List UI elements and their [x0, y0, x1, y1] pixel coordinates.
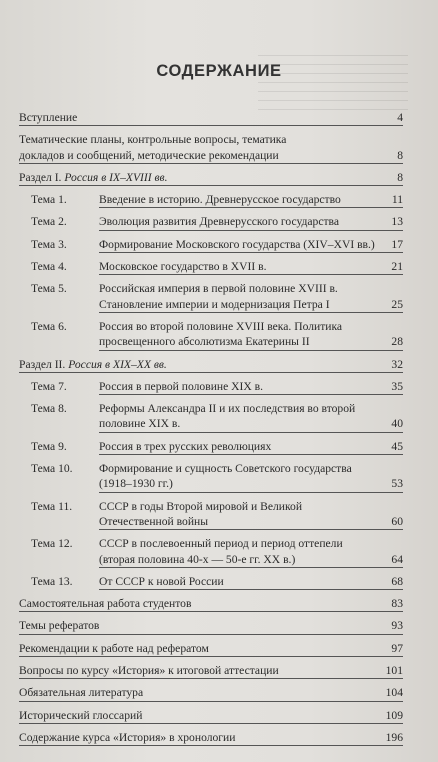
page-number: 11 — [391, 193, 403, 207]
toc-section-entry — [19, 641, 403, 657]
page-number: 4 — [397, 111, 403, 124]
page-number: 60 — [391, 514, 403, 528]
entry-title — [99, 259, 403, 275]
entry-line: половине XIX в. — [99, 417, 181, 431]
entry-line: Исторический глоссарий — [19, 708, 143, 722]
entry-line: Темы рефератов — [19, 619, 100, 633]
topic-number: Тема 4. — [31, 260, 67, 274]
toc-topic-entry — [19, 214, 403, 230]
entry-title — [19, 618, 403, 634]
page-number: 53 — [391, 477, 403, 491]
entry-title — [19, 641, 403, 657]
toc-topic-entry — [19, 319, 403, 351]
entry-title — [99, 379, 403, 395]
toc-topic-entry — [19, 237, 403, 253]
entry-line: Самостоятельная работа студентов — [19, 597, 192, 611]
page-number: 28 — [391, 335, 403, 349]
toc-section-entry — [19, 663, 403, 679]
entry-title — [19, 110, 403, 126]
section-prefix: Раздел I. — [19, 170, 65, 184]
entry-line: Содержание курса «История» в хронологии — [19, 730, 236, 744]
page-number: 101 — [385, 664, 403, 678]
entry-line: Эволюция развития Древнерусского государства — [99, 215, 340, 229]
entry-title — [99, 237, 403, 253]
entry-title — [99, 401, 403, 433]
toc-topic-entry — [19, 499, 403, 531]
topic-number: Тема 1. — [31, 193, 67, 207]
toc-topic-entry — [19, 461, 403, 493]
entry-line: просвещенного абсолютизма Екатерины II — [99, 335, 310, 349]
entry-title — [99, 439, 403, 455]
entry-line: Московское государство в XVII в. — [99, 260, 267, 274]
page-number: 8 — [397, 170, 403, 184]
entry-title — [99, 192, 403, 208]
entry-line: Формирование Московского государства (XIV–XVI вв.) — [99, 237, 375, 251]
entry-title — [19, 685, 403, 701]
page-number: 8 — [397, 148, 403, 162]
page-number: 83 — [391, 597, 403, 611]
page-title: СОДЕРЖАНИЕ — [156, 62, 282, 80]
entry-title — [99, 214, 403, 230]
page-number: 97 — [391, 641, 403, 655]
entry-line: докладов и сообщений, методические рекомендации — [19, 148, 279, 162]
entry-line: Обязательная литература — [19, 686, 144, 700]
entry-title — [99, 461, 403, 493]
topic-number: Тема 9. — [31, 439, 67, 453]
topic-number: Тема 5. — [31, 282, 67, 296]
toc-section-entry — [19, 132, 403, 164]
entry-line: Россия в трех русских революциях — [99, 439, 272, 453]
toc-topic-entry — [19, 439, 403, 455]
topic-number: Тема 7. — [31, 379, 67, 393]
entry-title — [19, 132, 403, 164]
section-title: Россия в XIX–XX вв. — [68, 357, 167, 371]
entry-line: Россия в первой половине XIX в. — [99, 379, 264, 393]
entry-title — [99, 536, 403, 568]
entry-line: (вторая половина 40-х — 50-е гг. XX в.) — [99, 552, 296, 566]
page-number: 35 — [391, 379, 403, 393]
page-number: 93 — [391, 619, 403, 633]
page-number: 45 — [391, 439, 403, 453]
section-prefix: Раздел II. — [19, 357, 69, 371]
entry-title — [99, 319, 403, 351]
entry-title — [19, 708, 403, 724]
entry-line: Реформы Александра II и их последствия во второй — [99, 402, 356, 416]
entry-title — [19, 663, 403, 679]
toc-topic-entry — [19, 281, 403, 313]
page-number: 196 — [385, 730, 403, 744]
toc-section-entry — [19, 170, 403, 186]
entry-line: Введение в историю. Древнерусское государство — [99, 193, 341, 207]
entry-line: Тематические планы, контрольные вопросы, тематика — [19, 133, 287, 147]
toc-section-entry — [19, 685, 403, 701]
page-number: 25 — [391, 297, 403, 311]
section-title: Россия в IX–XVIII вв. — [64, 170, 168, 184]
toc-section-entry — [19, 730, 403, 746]
toc-topic-entry — [19, 536, 403, 568]
toc-section-entry — [19, 110, 403, 126]
page-number: 64 — [391, 552, 403, 566]
topic-number: Тема 3. — [31, 237, 67, 251]
entry-title — [19, 170, 403, 186]
table-of-contents — [19, 110, 403, 752]
topic-number: Тема 13. — [31, 574, 73, 588]
entry-line: Вступление — [19, 111, 78, 124]
page-number: 13 — [391, 215, 403, 229]
topic-number: Тема 6. — [31, 319, 67, 333]
toc-topic-entry — [19, 259, 403, 275]
toc-topic-entry — [19, 192, 403, 208]
page-number: 21 — [391, 260, 403, 274]
topic-number: Тема 2. — [31, 215, 67, 229]
toc-section-entry — [19, 618, 403, 634]
entry-title — [19, 357, 403, 373]
topic-number: Тема 10. — [31, 462, 73, 476]
toc-section-entry — [19, 596, 403, 612]
page-number: 68 — [391, 574, 403, 588]
page-number: 104 — [385, 686, 403, 700]
entry-line: Рекомендации к работе над рефератом — [19, 641, 209, 655]
entry-line: Вопросы по курсу «История» к итоговой аттестации — [19, 664, 279, 678]
entry-line: (1918–1930 гг.) — [99, 477, 173, 491]
page-number: 17 — [391, 237, 403, 251]
entry-line: СССР в послевоенный период и период оттепели — [99, 537, 343, 551]
page-number: 109 — [385, 708, 403, 722]
entry-title — [99, 574, 403, 590]
toc-section-entry — [19, 357, 403, 373]
toc-section-entry — [19, 708, 403, 724]
entry-line: Отечественной войны — [99, 514, 209, 528]
page-number: 40 — [391, 417, 403, 431]
topic-number: Тема 11. — [31, 499, 73, 513]
entry-title — [19, 596, 403, 612]
toc-topic-entry — [19, 574, 403, 590]
page-number: 32 — [391, 357, 403, 371]
entry-line: СССР в годы Второй мировой и Великой — [99, 499, 303, 513]
topic-number: Тема 8. — [31, 402, 67, 416]
entry-line: От СССР к новой России — [99, 574, 224, 588]
entry-title — [99, 499, 403, 531]
entry-line: Российская империя в первой половине XVIII в. — [99, 282, 338, 296]
entry-title — [19, 730, 403, 746]
entry-line: Россия во второй половине XVIII века. Политика — [99, 319, 343, 333]
topic-number: Тема 12. — [31, 537, 73, 551]
entry-line: Формирование и сущность Советского государства — [99, 462, 352, 476]
toc-topic-entry — [19, 401, 403, 433]
entry-title — [99, 281, 403, 313]
entry-line: Становление империи и модернизация Петра I — [99, 297, 330, 311]
toc-topic-entry — [19, 379, 403, 395]
